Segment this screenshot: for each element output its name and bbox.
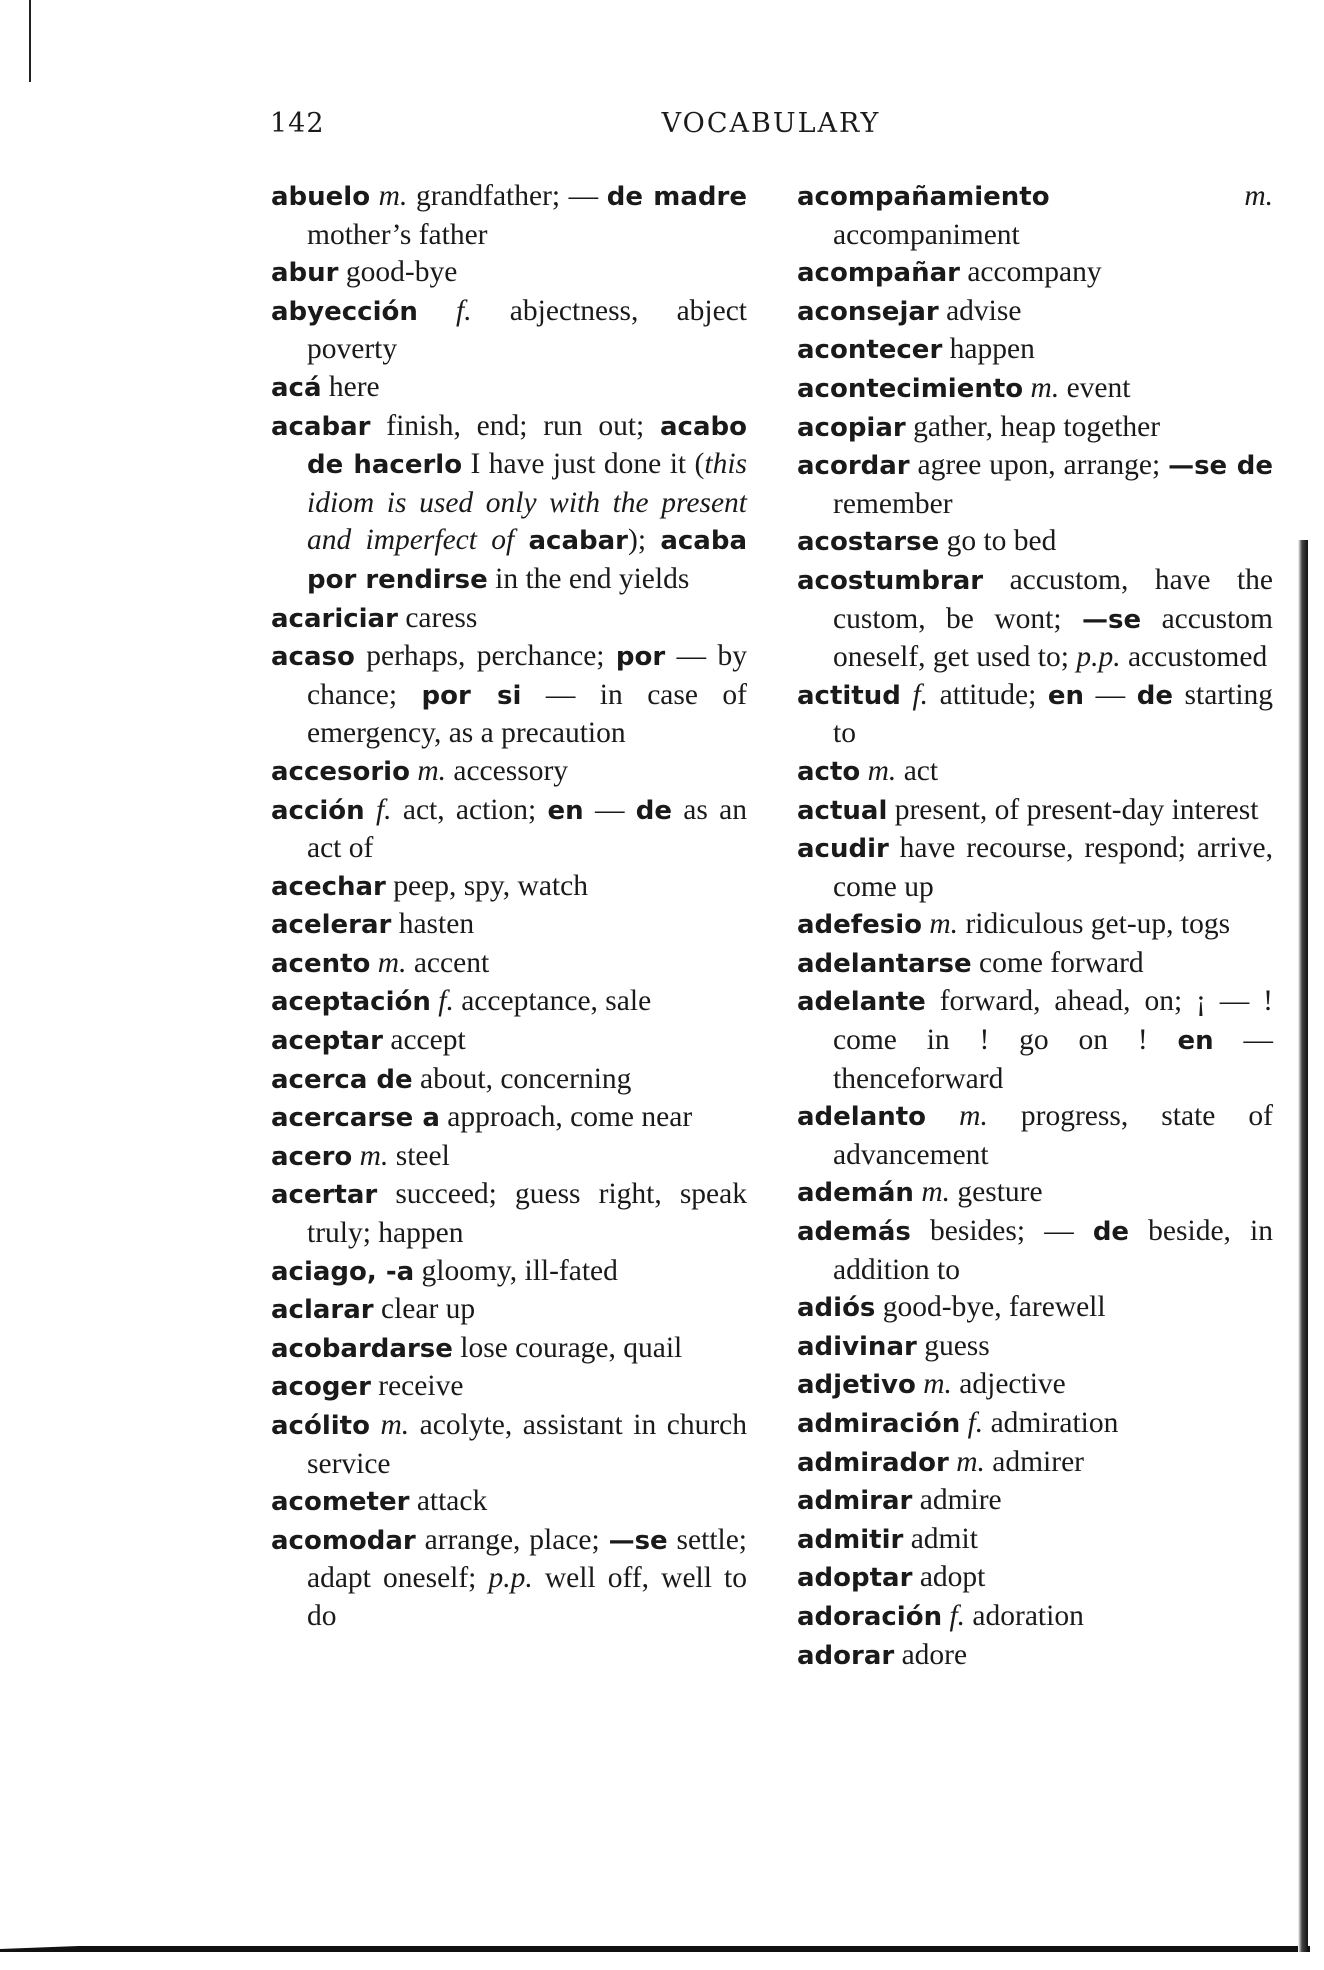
headword: acabo de hacerlo <box>307 411 747 481</box>
headword: acoger <box>271 1372 371 1403</box>
definition-text <box>352 1140 359 1172</box>
vocab-entry <box>797 1213 1273 1289</box>
vocab-entry <box>271 600 747 639</box>
headword: adelantarse <box>797 948 972 979</box>
vocab-entry <box>271 293 747 369</box>
definition-text: — <box>583 793 636 826</box>
grammar-label: m. <box>929 908 959 941</box>
vocab-entry <box>271 1138 747 1177</box>
definition-text: present, of present-day interest <box>887 793 1259 826</box>
definition-text: — thenceforward <box>833 1024 1273 1095</box>
definition-text: accustomed <box>1120 641 1268 674</box>
headword: acelerar <box>271 910 392 941</box>
vocab-entry <box>271 868 747 907</box>
grammar-label: m. <box>380 1409 410 1441</box>
definition-text: gloomy, ill-fated <box>414 1254 618 1287</box>
definition-text: agree upon, arrange; <box>909 449 1169 482</box>
definition-text: act, action; <box>391 793 548 826</box>
definition-text: accompany <box>959 256 1102 289</box>
headword: admiración <box>797 1409 961 1439</box>
vocab-entry <box>271 1483 747 1522</box>
definition-text: here <box>321 370 380 403</box>
definition-text <box>365 794 376 826</box>
vocab-entry <box>797 830 1273 906</box>
grammar-label: m. <box>959 1100 988 1133</box>
vocab-entry <box>271 1022 747 1061</box>
vocabulary-column-right <box>797 178 1273 1675</box>
headword: acaba por rendirse <box>307 526 747 595</box>
definition-text: good-bye, farewell <box>875 1291 1106 1324</box>
vocab-entry <box>271 369 747 408</box>
headword: en <box>547 795 584 826</box>
vocab-entry <box>797 254 1273 293</box>
definition-text: attitude; <box>928 678 1048 711</box>
definition-text: good-bye <box>338 256 458 289</box>
definition-text: acceptance, sale <box>453 985 652 1018</box>
vocab-entry <box>271 983 747 1022</box>
grammar-label: m. <box>1244 180 1273 212</box>
definition-text: come forward <box>971 946 1144 979</box>
vocab-entry <box>797 1098 1273 1174</box>
headword: abyección <box>271 296 418 327</box>
definition-text: accessory <box>446 754 569 787</box>
vocab-entry <box>797 792 1273 831</box>
headword: en <box>1047 680 1085 711</box>
headword: admirar <box>797 1486 913 1517</box>
definition-text: arrange, place; <box>415 1523 609 1556</box>
vocab-entry <box>797 1521 1273 1560</box>
vocab-entry <box>797 178 1273 254</box>
headword: acostarse <box>797 527 940 558</box>
vocab-entry <box>797 945 1273 984</box>
definition-text: adopt <box>912 1561 986 1594</box>
definition-text: beside, in addition to <box>833 1215 1273 1286</box>
vocab-entry <box>271 1407 747 1483</box>
definition-text: guess <box>916 1329 990 1362</box>
vocab-entry <box>271 1099 747 1138</box>
definition-text: forward, ahead, on; ¡ — ! come in ! go on ! <box>833 985 1273 1057</box>
headword: acto <box>797 756 861 787</box>
headword: adefesio <box>797 910 922 941</box>
headword: acariciar <box>271 603 398 634</box>
definition-text: adoration <box>965 1599 1084 1632</box>
grammar-label: f. <box>949 1599 966 1632</box>
headword: aciago, -a <box>271 1256 415 1287</box>
headword: accesorio <box>271 756 410 787</box>
grammar-label: this idiom is used only with the present and imperfect of <box>307 448 747 557</box>
headword: acá <box>271 372 322 403</box>
definition-text: admire <box>912 1484 1002 1517</box>
grammar-label: p.p. <box>1076 641 1121 674</box>
definition-text: accept <box>383 1024 466 1057</box>
headword: acontecer <box>797 335 943 366</box>
vocab-entry <box>797 753 1273 792</box>
definition-text: advise <box>938 294 1022 327</box>
definition-text: admit <box>903 1522 978 1555</box>
vocab-entry <box>271 1291 747 1330</box>
headword: adorar <box>797 1640 895 1671</box>
scan-right-edge <box>1298 540 1308 1952</box>
definition-text: — in case of emergency, as a precaution <box>307 678 747 750</box>
definition-text: remember <box>833 487 953 520</box>
scan-bottom-edge <box>0 1946 1310 1952</box>
definition-text: — by chance; <box>307 640 748 711</box>
headword: adivinar <box>797 1331 917 1362</box>
headword: adiós <box>797 1293 876 1324</box>
grammar-label: f. <box>456 294 472 327</box>
vocab-entry <box>271 178 747 254</box>
definition-text: abjectness, abject poverty <box>307 294 748 366</box>
headword: acompañar <box>797 258 960 289</box>
headword: acción <box>271 795 365 826</box>
definition-text: clear up <box>373 1293 476 1326</box>
vocab-entry <box>797 1405 1273 1444</box>
definition-text <box>370 180 379 212</box>
definition-text: about, concerning <box>412 1062 632 1095</box>
definition-text: accustom oneself, get used to; <box>833 602 1273 674</box>
grammar-label: p.p. <box>488 1562 533 1595</box>
definition-text: perhaps, perchance; <box>354 640 616 673</box>
headword: acudir <box>797 834 889 865</box>
headword: —se <box>608 1525 668 1556</box>
vocab-entry <box>271 1061 747 1100</box>
definition-text: steel <box>388 1139 450 1172</box>
headword: admitir <box>797 1524 904 1555</box>
definition-text <box>1050 180 1245 212</box>
headword: —se <box>1082 604 1142 635</box>
vocab-entry <box>797 1444 1273 1483</box>
headword: adjetivo <box>797 1370 916 1401</box>
headword: acomodar <box>271 1525 416 1556</box>
definition-text: I have just done it ( <box>462 448 705 481</box>
headword: aconsejar <box>797 296 939 327</box>
headword: de <box>1092 1217 1130 1248</box>
definition-text: admiration <box>983 1407 1119 1439</box>
definition-text: receive <box>370 1370 464 1403</box>
definition-text: grandfather; — <box>407 180 607 212</box>
vocab-entry <box>271 1176 747 1252</box>
headword: acordar <box>797 451 910 482</box>
headword: acostumbrar <box>797 565 984 596</box>
definition-text: have recourse, respond; arrive, come up <box>833 832 1273 903</box>
definition-text <box>370 947 377 979</box>
headword: acabar <box>271 411 371 442</box>
page-number: 142 <box>270 108 325 139</box>
definition-text: — <box>1084 678 1137 711</box>
definition-text: ridiculous get-up, togs <box>958 908 1231 941</box>
definition-text: acolyte, assistant in church service <box>307 1409 747 1480</box>
grammar-label: f. <box>967 1407 984 1439</box>
definition-text <box>1023 372 1030 404</box>
definition-text: ); <box>628 524 661 557</box>
vocab-entry <box>797 293 1273 332</box>
headword: acompañamiento <box>797 182 1050 212</box>
headword: acaso <box>271 642 355 673</box>
vocab-entry <box>797 1328 1273 1367</box>
grammar-label: m. <box>1030 371 1060 404</box>
headword: —se de <box>1168 451 1274 482</box>
definition-text: in the end yields <box>487 562 690 595</box>
headword: acechar <box>271 871 386 902</box>
definition-text: hasten <box>391 908 475 941</box>
headword: actitud <box>797 680 901 711</box>
headword: por si <box>421 680 522 711</box>
definition-text: progress, state of advancement <box>833 1100 1273 1171</box>
definition-text: happen <box>942 333 1035 366</box>
vocab-entry <box>797 983 1273 1098</box>
headword: por <box>615 642 666 673</box>
definition-text: as an act of <box>307 793 748 865</box>
headword: abuelo <box>271 182 371 212</box>
headword: acontecimiento <box>797 373 1024 404</box>
headword: abur <box>271 258 339 289</box>
definition-text: gesture <box>950 1176 1043 1209</box>
headword: admirador <box>797 1447 949 1478</box>
headword: actual <box>797 795 888 826</box>
vocab-entry <box>271 1368 747 1407</box>
definition-text: finish, end; run out; <box>370 409 661 442</box>
vocab-entry <box>797 1482 1273 1521</box>
headword: acobardarse <box>271 1333 453 1364</box>
vocab-entry <box>271 408 747 600</box>
definition-text: accustom, have the custom, be wont; <box>833 563 1273 635</box>
grammar-label: m. <box>377 946 407 979</box>
definition-text: starting to <box>833 678 1274 750</box>
headword: acólito <box>271 1411 370 1441</box>
definition-text: event <box>1059 371 1131 404</box>
headword: de <box>635 795 672 826</box>
headword: acometer <box>271 1487 410 1518</box>
definition-text: besides; — <box>910 1215 1093 1248</box>
definition-text <box>960 1407 967 1439</box>
headword: de madre <box>606 182 747 212</box>
definition-text: accompaniment <box>833 218 1020 251</box>
headword: en <box>1177 1026 1214 1057</box>
headword: aceptación <box>271 987 431 1018</box>
vocab-entry <box>797 906 1273 945</box>
running-head <box>270 108 1272 150</box>
grammar-label: m. <box>378 180 408 212</box>
vocab-entry <box>797 1559 1273 1598</box>
definition-text: mother’s father <box>307 218 488 251</box>
definition-text: gather, heap together <box>905 410 1161 443</box>
headword: adelante <box>797 987 926 1018</box>
grammar-label: m. <box>359 1139 389 1172</box>
definition-text <box>860 755 867 787</box>
vocab-entry <box>797 1366 1273 1405</box>
vocab-entry <box>797 331 1273 370</box>
vocab-entry <box>271 1522 747 1636</box>
vocab-entry <box>797 447 1273 523</box>
headword: adoptar <box>797 1563 913 1594</box>
vocab-entry <box>797 1598 1273 1637</box>
headword: aclarar <box>271 1295 374 1326</box>
grammar-label: m. <box>956 1445 985 1478</box>
vocab-entry <box>797 562 1273 677</box>
definition-text: adjective <box>951 1368 1066 1401</box>
scan-margin-mark <box>29 0 31 82</box>
headword: adoración <box>797 1601 943 1632</box>
definition-text <box>418 295 456 327</box>
headword: acento <box>271 948 371 979</box>
headword: acero <box>271 1141 353 1172</box>
definition-text: lose courage, quail <box>452 1331 683 1364</box>
definition-text: accent <box>406 946 490 979</box>
definition-text: adore <box>894 1638 968 1671</box>
page-title: VOCABULARY <box>661 108 881 139</box>
grammar-label: f. <box>375 793 392 826</box>
vocab-entry <box>271 792 747 868</box>
vocab-entry <box>797 370 1273 409</box>
headword: ademán <box>797 1178 914 1209</box>
headword: además <box>797 1217 911 1248</box>
vocabulary-column-left <box>271 178 747 1636</box>
definition-text: admirer <box>984 1445 1084 1478</box>
definition-text <box>370 1409 381 1441</box>
definition-text <box>926 1100 959 1132</box>
grammar-label: f. <box>438 985 454 1018</box>
definition-text: well off, well to do <box>307 1562 747 1632</box>
vocab-entry <box>797 1289 1273 1328</box>
headword: acercarse a <box>271 1103 440 1134</box>
vocab-entry <box>797 523 1273 562</box>
grammar-label: m. <box>417 754 446 787</box>
definition-text <box>514 524 528 556</box>
vocab-entry <box>271 945 747 984</box>
vocab-entry <box>271 1253 747 1292</box>
definition-text: settle; adapt oneself; <box>307 1523 747 1595</box>
headword: aceptar <box>271 1026 383 1057</box>
vocab-entry <box>271 254 747 293</box>
headword: de <box>1136 680 1173 711</box>
vocab-entry <box>271 1330 747 1369</box>
definition-text: peep, spy, watch <box>385 869 588 902</box>
vocab-entry <box>797 677 1273 753</box>
definition-text: attack <box>409 1485 488 1518</box>
vocab-entry <box>797 1174 1273 1213</box>
grammar-label: f. <box>912 678 929 711</box>
definition-text: approach, come near <box>439 1101 693 1134</box>
vocab-entry <box>271 753 747 792</box>
definition-text: succeed; guess right, speak truly; happen <box>307 1178 747 1250</box>
grammar-label: m. <box>867 754 897 787</box>
headword: adelanto <box>797 1102 927 1133</box>
definition-text: go to bed <box>939 525 1057 558</box>
vocab-entry <box>797 409 1273 448</box>
headword: acabar <box>528 526 628 557</box>
grammar-label: m. <box>921 1176 950 1209</box>
vocab-entry <box>797 1637 1273 1676</box>
vocab-entry <box>271 638 747 753</box>
headword: acertar <box>271 1180 378 1211</box>
vocab-entry <box>271 906 747 945</box>
headword: acopiar <box>797 412 906 443</box>
grammar-label: m. <box>923 1368 952 1401</box>
headword: acerca de <box>271 1064 413 1095</box>
definition-text: act <box>896 754 939 787</box>
definition-text: caress <box>397 601 478 634</box>
definition-text <box>901 679 913 711</box>
